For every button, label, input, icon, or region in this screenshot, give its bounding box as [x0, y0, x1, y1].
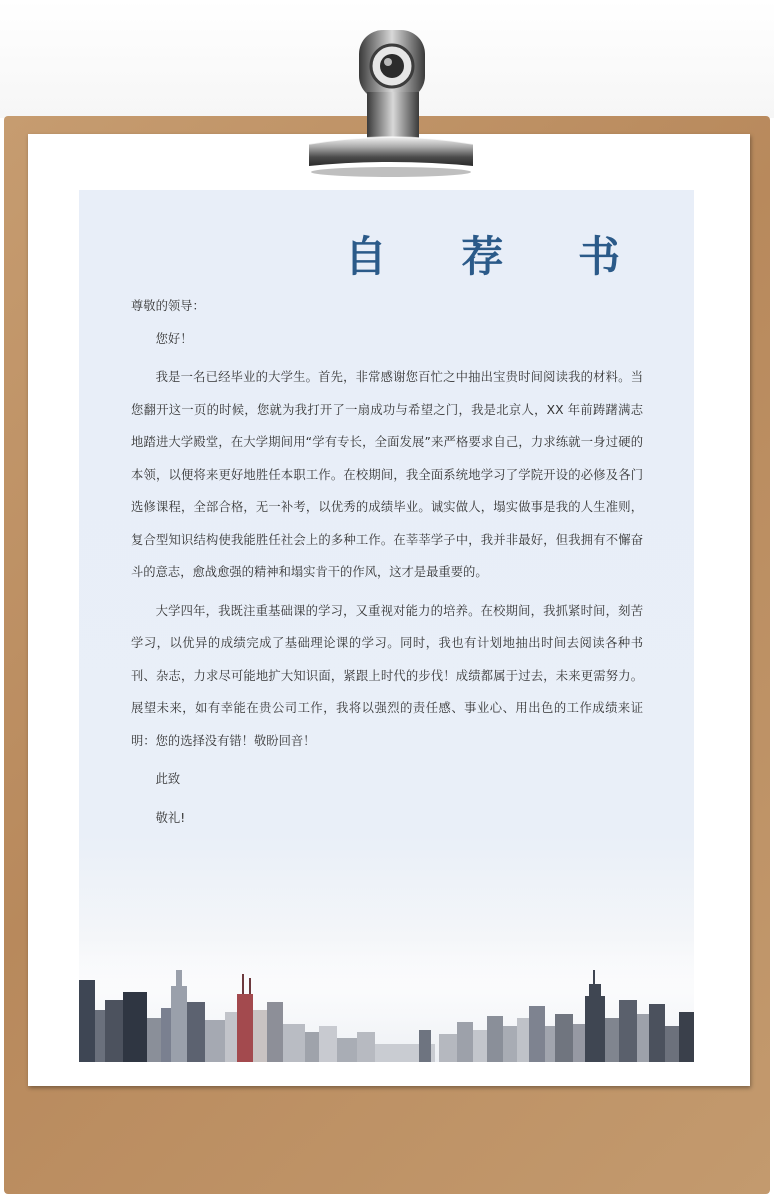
greeting: 您好！: [155, 331, 193, 346]
paragraph-2: 大学四年，我既注重基础课的学习，又重视对能力的培养。在校期间，我抓紧时间，刻苦学习，以优异的成绩完成了基础理论课的学习。同时，我也有计划地抽出时间去阅读各种书刊、杂志，力求尽可能地扩大知识面，紧跟上时代的步伐！成绩都属于过去，未来更需努力。展望未来，如有幸能在贵公司工作，我将以强烈的责任感、事业心、用出色的工作成绩来证明：您的选择没有错！敬盼回音！: [131, 603, 643, 748]
paragraph-1: 我是一名已经毕业的大学生。首先，非常感谢您百忙之中抽出宝贵时间阅读我的材料。当您翻开这一页的时候，您就为我打开了一扇成功与希望之门，我是北京人，XX 年前踌躇满志地踏进大学殿堂，在大学期间用“学有专长，全面发展”来严格要求自己，力求练就一身过硬的本领，以便将来更好地胜任本职工作。在校期间，我全面系统地学习了学院开设的必修及各门选修课程，全部合格，无一补考，以优秀的成绩毕业。诚实做人，塌实做事是我的人生准则，复合型知识结构使我能胜任社会上的多种工作。在莘莘学子中，我并非最好，但我拥有不懈奋斗的意志，愈战愈强的精神和塌实肯干的作风，这才是最重要的。: [131, 370, 643, 579]
salutation: 尊敬的领导：: [131, 299, 205, 313]
letter-body: [131, 290, 643, 834]
city-skyline-icon: [79, 922, 694, 1062]
closing-line-2: 敬礼!: [155, 810, 186, 825]
letter-page: [79, 190, 694, 1062]
binder-clip-icon: [305, 26, 477, 178]
letter-title: 自 荐 书: [344, 232, 650, 281]
closing-line-1: 此致: [155, 772, 181, 786]
